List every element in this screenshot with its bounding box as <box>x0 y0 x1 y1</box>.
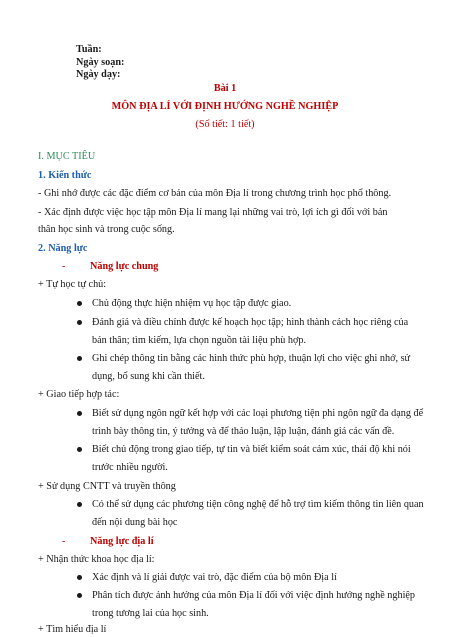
list-item: Biết chủ động trong giao tiếp, tự tin và biết kiểm soát cảm xúc, thái độ khi nói <box>92 444 411 455</box>
bullet-icon <box>77 575 82 580</box>
list-item-continued: trình bày thông tin, ý tưởng và để thảo luận, lập luận, đánh giá các vấn đề. <box>92 426 395 437</box>
bullet-icon <box>77 502 82 507</box>
teach-date-label: Ngày dạy: <box>76 69 121 80</box>
geo-knowledge-label: + Nhận thức khoa học địa lí: <box>38 554 155 565</box>
geo-explore-label: + Tìm hiểu địa lí <box>38 624 107 635</box>
knowledge-item: - Xác định được việc học tập môn Địa lí mang lại những vai trò, lợi ích gì đối với bản <box>38 207 388 218</box>
lesson-periods: (Số tiết: 1 tiết) <box>195 119 255 130</box>
knowledge-heading: 1. Kiến thức <box>38 170 92 181</box>
list-item: Biết sử dụng ngôn ngữ kết hợp với các loại phương tiện phi ngôn ngữ đa dạng để <box>92 408 424 419</box>
list-item: Có thể sử dụng các phương tiện công nghệ để hỗ trợ tìm kiếm thông tin liên quan <box>92 499 424 510</box>
lesson-number: Bài 1 <box>213 83 237 94</box>
list-item: Đánh giá và điều chỉnh được kế hoạch học tập; hình thành cách học riêng của <box>92 317 409 328</box>
list-item: Phân tích được ảnh hưởng của môn Địa lí đối với việc định hướng nghề nghiệp <box>92 590 416 601</box>
bullet-icon <box>77 411 82 416</box>
list-item: Xác định và lí giải được vai trò, đặc điểm của bộ môn Địa lí <box>92 572 337 583</box>
communication-label: + Giao tiếp hợp tác: <box>38 389 120 400</box>
list-item-continued: trong tương lai của học sinh. <box>92 608 209 619</box>
section-heading-objectives: I. MỤC TIÊU <box>38 151 96 162</box>
list-item-continued: bản thân; tìm kiếm, lựa chọn nguồn tài liệu phù hợp. <box>92 335 307 346</box>
list-item: Ghi chép thông tin bằng các hình thức phù hợp, thuận lợi cho việc ghi nhớ, sử <box>92 353 411 364</box>
bullet-icon <box>77 356 82 361</box>
geo-ability-heading: Năng lực địa lí <box>90 536 154 547</box>
bullet-icon <box>77 447 82 452</box>
bullet-icon <box>77 301 82 306</box>
lesson-title: MÔN ĐỊA LÍ VỚI ĐỊNH HƯỚNG NGHỀ NGHIỆP <box>111 101 339 112</box>
bullet-icon <box>77 320 82 325</box>
list-item-continued: đến nội dung bài học <box>92 517 178 528</box>
self-study-label: + Tự học tự chủ: <box>38 279 107 290</box>
dash-marker: - <box>62 536 66 547</box>
ict-label: + Sử dụng CNTT và truyền thông <box>38 481 176 492</box>
prep-date-label: Ngày soạn: <box>76 57 125 68</box>
list-item-continued: dụng, bổ sung khi cần thiết. <box>92 371 205 382</box>
knowledge-item: - Ghi nhớ được các đặc điểm cơ bản của môn Địa lí trong chương trình học phổ thông. <box>38 188 392 199</box>
bullet-icon <box>77 593 82 598</box>
knowledge-item-continued: thân học sinh và trong cuộc sống. <box>38 224 175 235</box>
list-item: Chủ động thực hiện nhiệm vụ học tập được giao. <box>92 298 292 309</box>
dash-marker: - <box>62 261 66 272</box>
list-item-continued: trước nhiều người. <box>92 462 168 473</box>
ability-heading: 2. Năng lực <box>38 243 88 254</box>
general-ability-heading: Năng lực chung <box>90 261 159 272</box>
week-label: Tuần: <box>76 44 102 55</box>
